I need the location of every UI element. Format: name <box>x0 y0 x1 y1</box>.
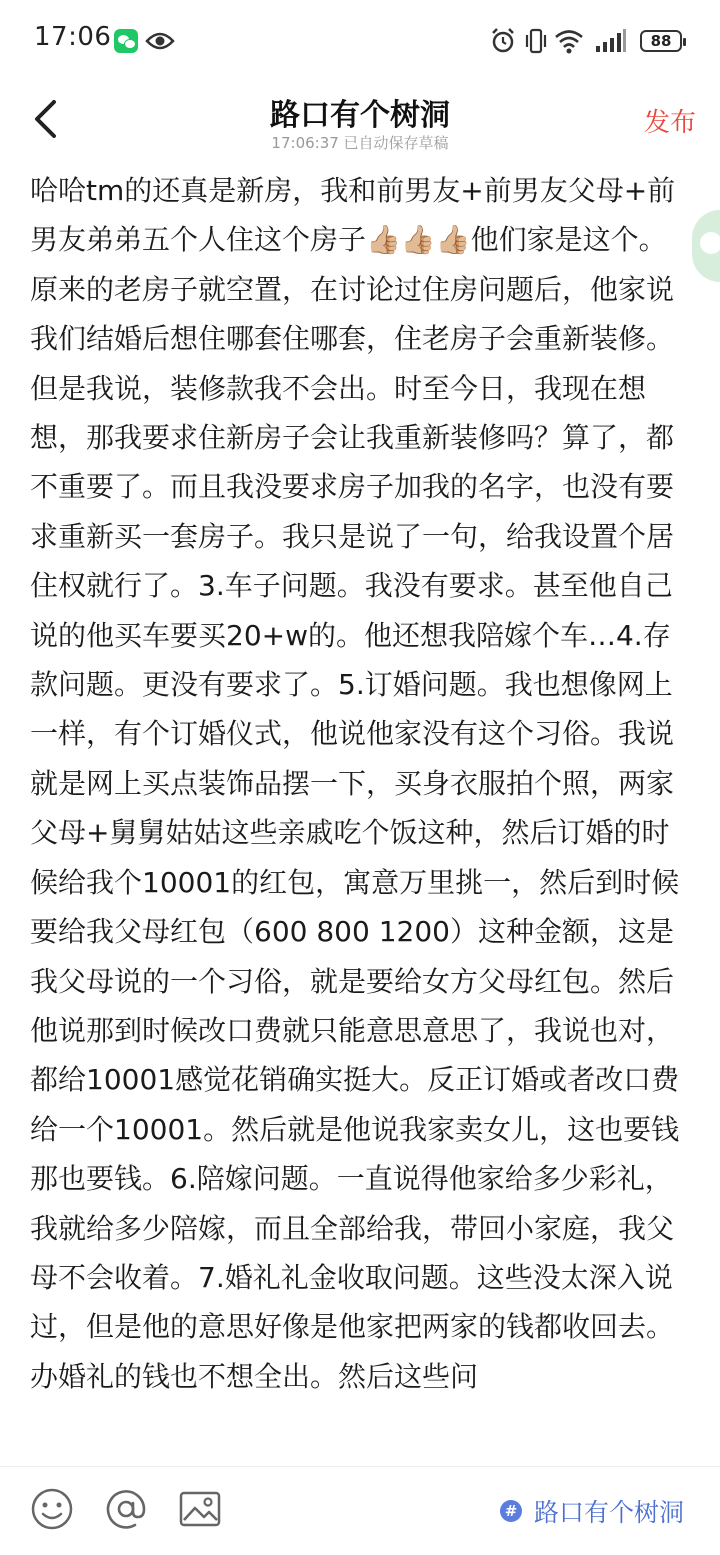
emoji-icon[interactable] <box>30 1487 74 1531</box>
autosave-status: 17:06:37 已自动保存草稿 <box>271 134 449 152</box>
post-body[interactable]: 哈哈tm的还真是新房，我和前男友+前男友父母+前男友弟弟五个人住这个房子👍🏼👍🏼👍🏼他们家是这个。原来的老房子就空置，在讨论过住房问题后，他家说我们结婚后想住哪套住哪套，住老房子会重新装修。但是我说，装修款我不会出。时至今日，我现在想想，那我要求住新房子会让我重新装修吗？算了，都不重要了。而且我没要求房子加我的名字，也没有要求重新买一套房子。我只是说了一句，给我设置个居住权就行了。3.车子问题。我没有要求。甚至他自己说的他买车要买20+w的。他还想我陪嫁个车…4.存款问题。更没有要求了。5.订婚问题。我也想像网上一样，有个订婚仪式，他说他家没有这个习俗。我说就是网上买点装饰品摆一下，买身衣服拍个照，两家父母+舅舅姑姑这些亲戚吃个饭这种，然后订婚的时候给我个10001的红包，寓意万里挑一，然后到时候要给我父母红包（600 800 1200）这种金额，这是我父母说的一个习俗，就是要给女方父母红包。然后他说那到时候改口费就只能意思意思了，我说也对，都给10001感觉花销确实挺大。反正订婚或者改口费给一个10001。然后就是他说我家卖女儿，这也要钱那也要钱。6.陪嫁问题。一直说得他家给多少彩礼，我就给多少陪嫁，而且全部给我，带回小家庭，我父母不会收着。7.婚礼礼金收取问题。这些没太深入说过，但是他的意思好像是他家把两家的钱都收回去。办婚礼的钱也不想全出。然后这些问 <box>30 174 680 1393</box>
topic-chip[interactable] <box>500 1491 684 1531</box>
status-bar <box>0 0 720 80</box>
status-icons <box>490 26 690 58</box>
topic-label: 路口有个树洞 <box>533 1498 684 1527</box>
eye-icon <box>145 30 175 52</box>
signal-icon <box>594 26 628 56</box>
post-editor[interactable] <box>30 166 690 1401</box>
page-title: 路口有个树洞 <box>270 98 450 133</box>
bottom-toolbar <box>0 1466 720 1555</box>
header <box>0 80 720 156</box>
hashtag-icon: # <box>500 1500 522 1522</box>
wechat-icon <box>114 29 138 53</box>
publish-button[interactable]: 发布 <box>643 108 696 138</box>
floating-assistant-tab[interactable] <box>692 210 720 282</box>
wifi-icon <box>554 26 584 56</box>
alarm-icon <box>490 26 516 56</box>
image-icon[interactable] <box>178 1487 222 1531</box>
battery-icon: 88 <box>640 30 682 52</box>
vibrate-icon <box>524 26 548 56</box>
status-time: 17:06 <box>34 22 112 52</box>
mention-icon[interactable] <box>104 1487 148 1531</box>
